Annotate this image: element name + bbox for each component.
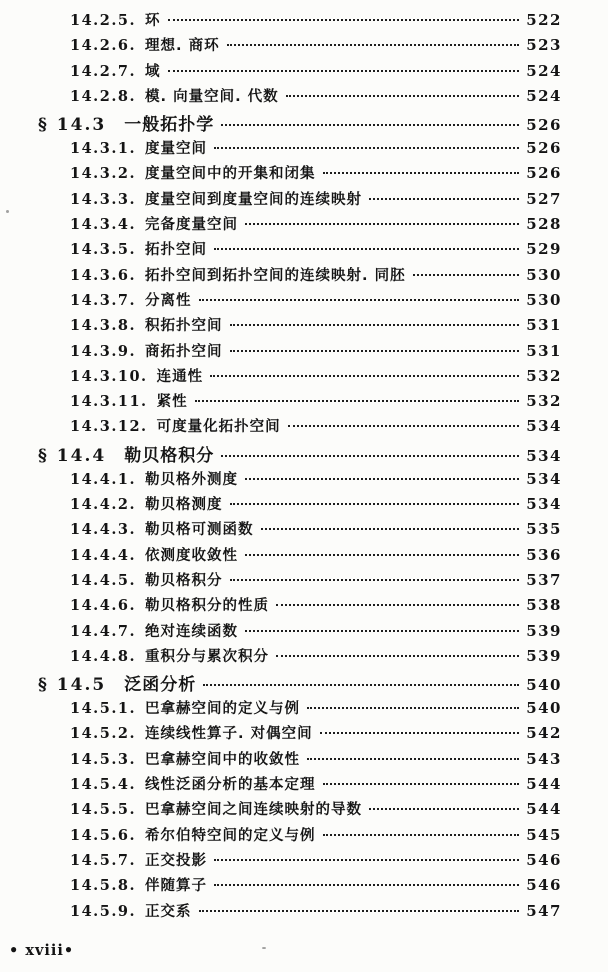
- toc-entry-number: 14.3.3.: [70, 190, 137, 208]
- dot-leader: [230, 350, 520, 352]
- toc-entry-title: 泛函分析: [124, 675, 197, 696]
- toc-entry-number: 14.4.5.: [70, 571, 137, 589]
- toc-entry-title: 度量空间中的开集和闭集: [145, 166, 316, 183]
- toc-entry-14-5: [0, 670, 562, 697]
- dot-leader: [245, 223, 519, 225]
- toc-entry-page: 536: [526, 545, 562, 564]
- dot-leader: [214, 248, 519, 250]
- toc-entry-page: 527: [526, 189, 562, 208]
- scan-speckle: [6, 210, 9, 213]
- toc-entry-number: 14.4.3.: [70, 521, 137, 539]
- toc-entry-page: 531: [526, 316, 562, 335]
- toc-entry-number: 14.4.7.: [70, 622, 137, 640]
- toc-entry-page: 539: [526, 646, 562, 665]
- toc-entry-page: 528: [526, 215, 562, 234]
- toc-entry-14-2-6: [0, 34, 562, 59]
- toc-entry-title: 勒贝格积分: [145, 572, 223, 589]
- toc-entry-page: 526: [526, 164, 562, 183]
- toc-entry-number: 14.4.6.: [70, 597, 137, 615]
- toc-entry-14-4-3: [0, 518, 562, 543]
- toc-entry-page: 524: [526, 61, 562, 80]
- dot-leader: [168, 70, 520, 72]
- toc-entry-number: 14.2.7.: [70, 62, 137, 80]
- toc-entry-number: 14.3.10.: [70, 367, 148, 385]
- toc-entry-title: 重积分与累次积分: [145, 648, 270, 665]
- toc-entry-14-4-8: [0, 645, 562, 670]
- dot-leader: [245, 554, 519, 556]
- page-number-footer: • xviii•: [9, 942, 75, 959]
- toc-entry-number: § 14.3: [38, 115, 107, 136]
- toc-entry-number: 14.3.7.: [70, 291, 137, 309]
- toc-entry-page: 544: [526, 775, 562, 794]
- toc-entry-page: 524: [526, 86, 562, 105]
- toc-entry-14-5-5: [0, 798, 562, 823]
- toc-entry-title: 紧性: [156, 394, 188, 411]
- toc-entry-title: 模. 向量空间. 代数: [145, 88, 279, 105]
- toc-entry-14-2-8: [0, 85, 562, 110]
- dot-leader: [276, 655, 519, 657]
- toc-entry-page: 526: [526, 139, 562, 158]
- toc-entry-title: 线性泛函分析的基本定理: [145, 777, 316, 794]
- toc-entry-page: 539: [526, 621, 562, 640]
- dot-leader: [230, 503, 520, 505]
- toc-entry-title: 分离性: [145, 292, 192, 309]
- toc-entry-page: 544: [526, 800, 562, 819]
- toc-entry-page: 546: [526, 850, 562, 869]
- toc-entry-14-2-5: [0, 9, 562, 34]
- toc-entry-14-4: [0, 441, 562, 468]
- dot-leader: [245, 478, 519, 480]
- toc-entry-page: 546: [526, 876, 562, 895]
- dot-leader: [221, 455, 519, 457]
- toc-entry-14-3-2: [0, 162, 562, 187]
- toc-entry-number: 14.3.1.: [70, 140, 137, 158]
- toc-entry-page: 545: [526, 825, 562, 844]
- toc-entry-title: 勒贝格积分: [124, 445, 215, 466]
- toc-entry-page: 529: [526, 240, 562, 259]
- toc-entry-title: 依测度收敛性: [145, 547, 239, 564]
- toc-entry-14-5-9: [0, 900, 562, 925]
- toc-entry-title: 商拓扑空间: [145, 343, 223, 360]
- dot-leader: [195, 400, 520, 402]
- toc-entry-14-3-1: [0, 137, 562, 162]
- toc-entry-page: 547: [526, 901, 562, 920]
- toc-entry-number: 14.3.12.: [70, 418, 148, 436]
- dot-leader: [214, 884, 519, 886]
- toc-entry-14-4-4: [0, 544, 562, 569]
- toc-entry-14-5-4: [0, 773, 562, 798]
- toc-entry-14-3: [0, 110, 562, 137]
- toc-entry-number: § 14.4: [38, 445, 107, 466]
- toc-entry-14-3-8: [0, 314, 562, 339]
- toc-entry-14-5-7: [0, 849, 562, 874]
- toc-entry-14-5-8: [0, 874, 562, 899]
- toc-entry-14-4-5: [0, 569, 562, 594]
- toc-entry-number: 14.3.2.: [70, 165, 137, 183]
- toc-entry-title: 勒贝格可测函数: [145, 522, 254, 539]
- dot-leader: [210, 375, 519, 377]
- toc-entry-page: 537: [526, 570, 562, 589]
- toc-entry-page: 526: [526, 116, 562, 135]
- toc-entry-number: § 14.5: [38, 675, 107, 696]
- toc-entry-14-5-1: [0, 697, 562, 722]
- toc-entry-number: 14.3.8.: [70, 317, 137, 335]
- toc-entry-number: 14.4.4.: [70, 546, 137, 564]
- toc-entry-title: 连续线性算子. 对偶空间: [145, 726, 313, 743]
- toc-entry-number: 14.3.9.: [70, 342, 137, 360]
- toc-entry-14-4-7: [0, 620, 562, 645]
- toc-entry-title: 巴拿赫空间中的收敛性: [145, 751, 301, 768]
- toc-entry-page: 530: [526, 290, 562, 309]
- toc-entry-14-3-6: [0, 264, 562, 289]
- toc-entry-page: 542: [526, 724, 562, 743]
- toc-entry-title: 积拓扑空间: [145, 318, 223, 335]
- toc-entry-title: 正交系: [145, 903, 192, 920]
- dot-leader: [307, 758, 519, 760]
- toc-entry-number: 14.5.3.: [70, 750, 137, 768]
- toc-entry-14-5-2: [0, 722, 562, 747]
- toc-entry-number: 14.5.7.: [70, 851, 137, 869]
- dot-leader: [369, 808, 519, 810]
- toc-entry-page: 530: [526, 265, 562, 284]
- dot-leader: [199, 910, 520, 912]
- dot-leader: [168, 19, 520, 21]
- toc-entry-14-2-7: [0, 60, 562, 85]
- toc-entry-number: 14.5.8.: [70, 877, 137, 895]
- toc-entry-title: 理想. 商环: [145, 38, 220, 55]
- toc-entry-title: 一般拓扑学: [124, 115, 215, 136]
- toc-entry-14-3-4: [0, 213, 562, 238]
- toc-entry-number: 14.3.11.: [70, 393, 148, 411]
- toc-entry-title: 巴拿赫空间的定义与例: [145, 701, 301, 718]
- dot-leader: [320, 732, 520, 734]
- toc-entry-number: 14.3.4.: [70, 216, 137, 234]
- dot-leader: [214, 147, 519, 149]
- toc-entry-14-3-7: [0, 289, 562, 314]
- toc-entry-page: 534: [526, 495, 562, 514]
- toc-entry-14-3-5: [0, 238, 562, 263]
- toc-entry-title: 度量空间到度量空间的连续映射: [145, 191, 363, 208]
- toc-entry-number: 14.4.2.: [70, 496, 137, 514]
- toc-entry-number: 14.5.1.: [70, 700, 137, 718]
- toc-entry-14-5-3: [0, 748, 562, 773]
- toc-entry-page: 531: [526, 341, 562, 360]
- toc-entry-title: 完备度量空间: [145, 217, 239, 234]
- dot-leader: [323, 172, 520, 174]
- toc-entry-14-3-3: [0, 188, 562, 213]
- toc-entry-title: 连通性: [156, 368, 204, 385]
- dot-leader: [323, 783, 520, 785]
- toc-entry-title: 勒贝格外测度: [145, 471, 239, 488]
- toc-entry-title: 域: [145, 63, 161, 80]
- dot-leader: [214, 859, 519, 861]
- toc-entry-title: 正交投影: [145, 852, 208, 869]
- dot-leader: [227, 44, 520, 46]
- dot-leader: [288, 425, 520, 427]
- toc-entry-page: 538: [526, 596, 562, 615]
- toc-entry-number: 14.2.6.: [70, 37, 137, 55]
- toc-entry-page: 532: [526, 392, 562, 411]
- toc-entry-number: 14.4.1.: [70, 470, 137, 488]
- toc-entry-page: 534: [526, 469, 562, 488]
- toc-entry-14-3-9: [0, 340, 562, 365]
- toc-entry-number: 14.2.8.: [70, 87, 137, 105]
- dot-leader: [221, 124, 519, 126]
- toc-entry-number: 14.5.9.: [70, 902, 137, 920]
- dot-leader: [307, 707, 519, 709]
- toc-entry-title: 可度量化拓扑空间: [156, 419, 281, 436]
- dot-leader: [199, 299, 520, 301]
- toc-entry-number: 14.3.5.: [70, 241, 137, 259]
- toc-entry-14-5-6: [0, 824, 562, 849]
- toc-entry-number: 14.5.4.: [70, 776, 137, 794]
- toc-entry-page: 543: [526, 749, 562, 768]
- toc-entry-title: 希尔伯特空间的定义与例: [145, 827, 316, 844]
- toc-entry-title: 绝对连续函数: [145, 623, 239, 640]
- dot-leader: [286, 95, 520, 97]
- toc-entry-page: 540: [526, 699, 562, 718]
- dot-leader: [413, 274, 520, 276]
- dot-leader: [203, 684, 519, 686]
- toc-entry-page: 523: [526, 36, 562, 55]
- toc-entry-title: 度量空间: [145, 141, 208, 158]
- toc-entry-page: 522: [526, 11, 562, 29]
- dot-leader: [323, 834, 520, 836]
- toc-entry-number: 14.5.5.: [70, 801, 137, 819]
- toc-entry-title: 拓扑空间到拓扑空间的连续映射. 同胚: [145, 267, 406, 284]
- toc-entry-page: 532: [526, 366, 562, 385]
- toc-entry-page: 534: [526, 446, 562, 465]
- toc-entry-14-4-2: [0, 493, 562, 518]
- toc-entry-14-3-11: [0, 390, 562, 415]
- toc-entry-number: 14.5.2.: [70, 725, 137, 743]
- toc-entry-title: 勒贝格积分的性质: [145, 598, 270, 615]
- toc-entry-title: 勒贝格测度: [145, 497, 223, 514]
- dot-leader: [245, 630, 519, 632]
- toc-entry-14-3-12: [0, 415, 562, 440]
- toc-entry-14-4-6: [0, 594, 562, 619]
- toc-entry-page: 534: [526, 417, 562, 436]
- toc-entry-number: 14.5.6.: [70, 826, 137, 844]
- toc-entry-page: 535: [526, 520, 562, 539]
- dot-leader: [369, 198, 519, 200]
- dot-leader: [230, 579, 520, 581]
- toc-entry-title: 拓扑空间: [145, 242, 208, 259]
- toc-entry-page: 540: [526, 676, 562, 695]
- toc-entry-number: 14.2.5.: [70, 12, 137, 29]
- toc-entry-number: 14.4.8.: [70, 647, 137, 665]
- toc-entry-title: 环: [145, 13, 161, 29]
- dot-leader: [276, 604, 519, 606]
- toc-entry-title: 伴随算子: [145, 878, 208, 895]
- dot-leader: [230, 324, 520, 326]
- toc-entry-14-3-10: [0, 365, 562, 390]
- toc-entry-14-4-1: [0, 468, 562, 493]
- dot-leader: [261, 528, 520, 530]
- toc-entry-number: 14.3.6.: [70, 266, 137, 284]
- toc-entry-title: 巴拿赫空间之间连续映射的导数: [145, 802, 363, 819]
- scan-speckle: [262, 947, 266, 949]
